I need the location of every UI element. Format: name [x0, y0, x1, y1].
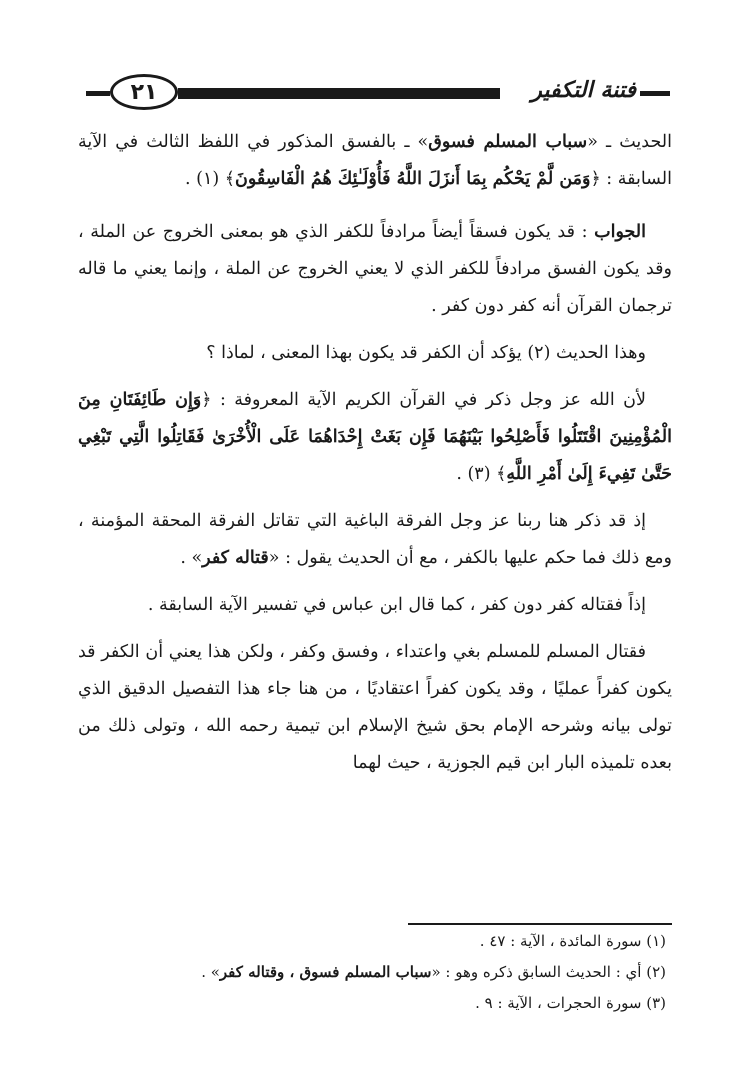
page-number: ٢١ [110, 74, 178, 110]
footnotes [78, 926, 672, 1019]
footnote-divider [408, 923, 672, 925]
paragraph-5 [78, 503, 672, 577]
quran-verse: وَمَن لَّمْ يَحْكُم بِمَا أَنزَلَ اللَّهُ فَأُوْلَـٰئِكَ هُمُ الْفَاسِقُونَ [235, 169, 591, 189]
hadith-quote: سباب المسلم فسوق [428, 132, 588, 152]
hadith-quote: قتاله كفر [202, 548, 269, 568]
header-rule-right [640, 91, 670, 96]
quran-verse: وَإِن طَائِفَتَانِ مِنَ الْمُؤْمِنِينَ اقْتَتَلُوا فَأَصْلِحُوا بَيْنَهُمَا فَإِن بَغَتْ إِحْدَاهُمَا عَلَى الْأُخْرَىٰ فَقَاتِلُوا الَّتِي تَبْغِي حَتَّىٰ تَفِيءَ إِلَىٰ أَمْرِ اللَّهِ [78, 390, 672, 484]
paragraph-1 [78, 124, 672, 198]
p5-text-b: » . [180, 548, 203, 568]
paragraph-3: وهذا الحديث (٢) يؤكد أن الكفر قد يكون بهذا المعنى ، لماذا ؟ [206, 343, 646, 363]
footnote-1: (١) سورة المائدة ، الآية : ٤٧ . [479, 932, 666, 950]
p4-text-b: ﴾ (٣) . [456, 464, 507, 484]
running-title: فتنة التكفير [531, 78, 636, 103]
p2-text: : قد يكون فسقاً أيضاً مرادفاً للكفر الذي هو بمعنى الخروج عن الملة ، وقد يكون الفسق مرادفاً للكفر الذي لا يعني الخروج عن الملة ، وإنما يعني ما قاله ترجمان القرآن أنه كفر دون كفر . [78, 222, 672, 316]
page-header [0, 0, 744, 120]
fn2-text-b: » . [201, 963, 220, 981]
page-body [78, 124, 672, 782]
footnote-2 [78, 957, 672, 988]
footnote-3: (٣) سورة الحجرات ، الآية : ٩ . [475, 994, 666, 1012]
p1-text-c: ﴾ (١) . [185, 169, 236, 189]
hadith-quote: سباب المسلم فسوق ، وقتاله كفر [219, 963, 432, 981]
p1-text-a: الحديث ـ « [587, 132, 672, 152]
answer-label: الجواب [594, 222, 646, 242]
paragraph-6: إذاً فقتاله كفر دون كفر ، كما قال ابن عباس في تفسير الآية السابقة . [147, 595, 646, 615]
p4-text-a: لأن الله عز وجل ذكر في القرآن الكريم الآية المعروفة : ﴿ [201, 390, 647, 410]
p1-text-b: » ـ بالفسق المذكور في اللفظ الثالث في الآية السابقة : ﴿ [78, 132, 672, 189]
p5-text-a: إذ قد ذكر هنا ربنا عز وجل الفرقة الباغية التي تقاتل الفرقة المحقة المؤمنة ، ومع ذلك فما حكم عليها بالكفر ، مع أن الحديث يقول : « [78, 511, 672, 568]
paragraph-2 [78, 214, 672, 325]
paragraph-7: فقتال المسلم للمسلم بغي واعتداء ، وفسق وكفر ، ولكن هذا يعني أن الكفر قد يكون كفراً عمليًا ، وقد يكون كفراً اعتقاديًا ، من هنا جاء هذا التفصيل الدقيق الذي تولى بيانه وشرحه الإمام بحق شيخ الإسلام ابن تيمية رحمه الله ، وتولى ذلك من بعده تلميذه البار ابن قيم الجوزية ، حيث لهما [78, 642, 672, 773]
header-rule-left [86, 91, 110, 96]
paragraph-4 [78, 382, 672, 493]
header-rule [178, 88, 500, 99]
fn2-text-a: (٢) أي : الحديث السابق ذكره وهو : « [431, 963, 666, 981]
